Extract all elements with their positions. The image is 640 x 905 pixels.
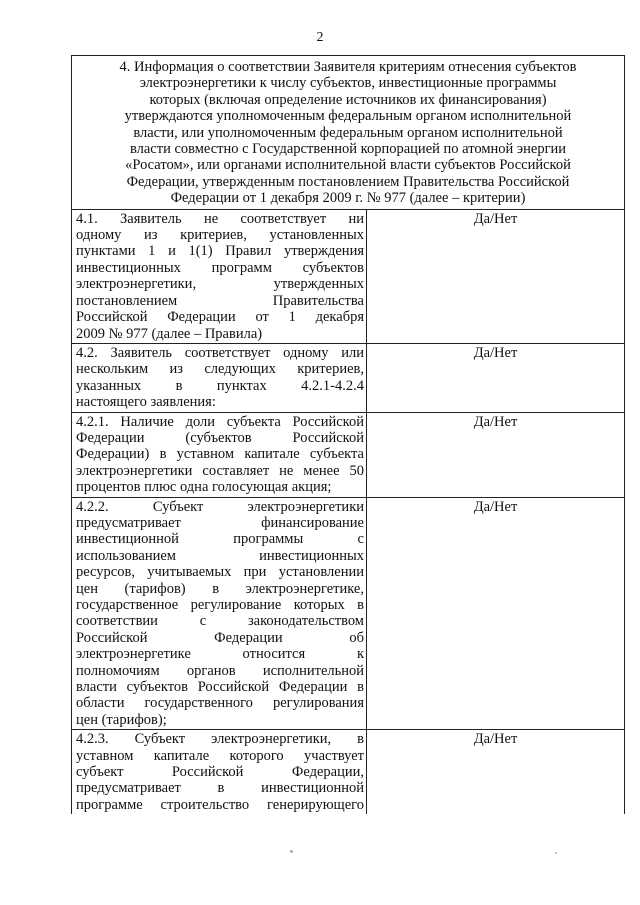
table-row [72, 498, 624, 731]
criterion-text [72, 210, 367, 343]
text-line: указанных в пунктах 4.2.1-4.2.4 [76, 377, 364, 394]
page-number: 2 [316, 30, 324, 45]
text-line: 2009 № 977 (далее – Правила) [76, 325, 263, 342]
text-line: 4.2.1. Наличие доли субъекта Российской [76, 413, 364, 430]
text-line: предусматривает финансирование [76, 514, 364, 531]
text-line: соответствии с законодательством [76, 613, 364, 630]
text-line: постановлением Правительства [76, 292, 364, 309]
text-line: цен (тарифов) в электроэнергетике, [76, 580, 364, 597]
text-line: инвестиционной программы с [76, 531, 364, 548]
scan-speck [555, 852, 557, 854]
heading-line: утверждаются уполномоченным федеральным органом исполнительной [124, 108, 572, 125]
text-line: 4.1. Заявитель не соответствует ни [76, 210, 364, 227]
text-line: полномочиям органов исполнительной [76, 662, 364, 679]
text-line: цен (тарифов); [76, 711, 167, 728]
criterion-text [72, 344, 367, 412]
text-line: использованием инвестиционных [76, 547, 364, 564]
text-line: ресурсов, учитываемых при установлении [76, 564, 364, 581]
answer-yes-no: Да/Нет [473, 210, 518, 227]
heading-line: «Росатом», или органами исполнительной власти субъектов Российской [125, 157, 571, 174]
text-line: Федерации (субъектов Российской [76, 429, 364, 446]
text-line: 4.2.2. Субъект электроэнергетики [76, 498, 364, 515]
text-line: власти субъектов Российской Федерации в [76, 679, 364, 696]
answer-yes-no: Да/Нет [473, 344, 518, 361]
text-line: одному из критериев, установленных [76, 227, 364, 244]
text-line: Российской Федерации об [76, 629, 364, 646]
text-line: пунктами 1 и 1(1) Правил утверждения [76, 243, 364, 260]
text-line: программе строительство генерирующего [76, 796, 364, 813]
table-row [72, 344, 624, 413]
text-line: процентов плюс одна голосующая акция; [76, 479, 332, 496]
text-line: инвестиционных программ субъектов [76, 259, 364, 276]
heading-line: власти, или уполномоченным федеральным органом исполнительной [133, 124, 563, 141]
heading-line: которых (включая определение источников их финансирования) [149, 91, 547, 108]
text-line: субъект Российской Федерации, [76, 764, 364, 781]
criterion-text [72, 498, 367, 730]
heading-line: электроэнергетики к числу субъектов, инвестиционные программы [139, 75, 557, 92]
heading-line: Федерации, утвержденным постановлением Правительства Российской [126, 173, 570, 190]
text-line: нескольким из следующих критериев, [76, 361, 364, 378]
text-line: государственное регулирование которых в [76, 597, 364, 613]
text-line: электроэнергетике относится к [76, 646, 364, 663]
answer-yes-no: Да/Нет [473, 498, 518, 515]
table-row [72, 210, 624, 344]
text-line: области государственного регулирования [76, 695, 364, 712]
text-line: настоящего заявления: [76, 394, 216, 411]
answer-yes-no: Да/Нет [473, 413, 518, 430]
heading-line: власти совместно с Государственной корпорацией по атомной энергии [129, 141, 567, 158]
criterion-text [72, 413, 367, 497]
criterion-text [72, 730, 367, 814]
text-line: 4.2. Заявитель соответствует одному или [76, 344, 364, 361]
table-row [72, 730, 624, 814]
criteria-table [71, 55, 625, 814]
scan-speck [290, 850, 293, 853]
table-row [72, 413, 624, 498]
section-heading [72, 56, 624, 210]
text-line: предусматривает в инвестиционной [76, 780, 364, 797]
text-line: Российской Федерации от 1 декабря [76, 309, 364, 326]
text-line: электроэнергетики составляет не менее 50 [76, 462, 364, 479]
text-line: электроэнергетики, утвержденных [76, 276, 364, 293]
text-line: Федерации) в уставном капитале субъекта [76, 446, 364, 463]
heading-line: Федерации от 1 декабря 2009 г. № 977 (далее – критерии) [170, 190, 526, 207]
heading-line: 4. Информация о соответствии Заявителя критериям отнесения субъектов [119, 59, 577, 75]
answer-yes-no: Да/Нет [473, 731, 518, 748]
text-line: 4.2.3. Субъект электроэнергетики, в [76, 731, 364, 748]
text-line: уставном капитале которого участвует [76, 747, 364, 764]
